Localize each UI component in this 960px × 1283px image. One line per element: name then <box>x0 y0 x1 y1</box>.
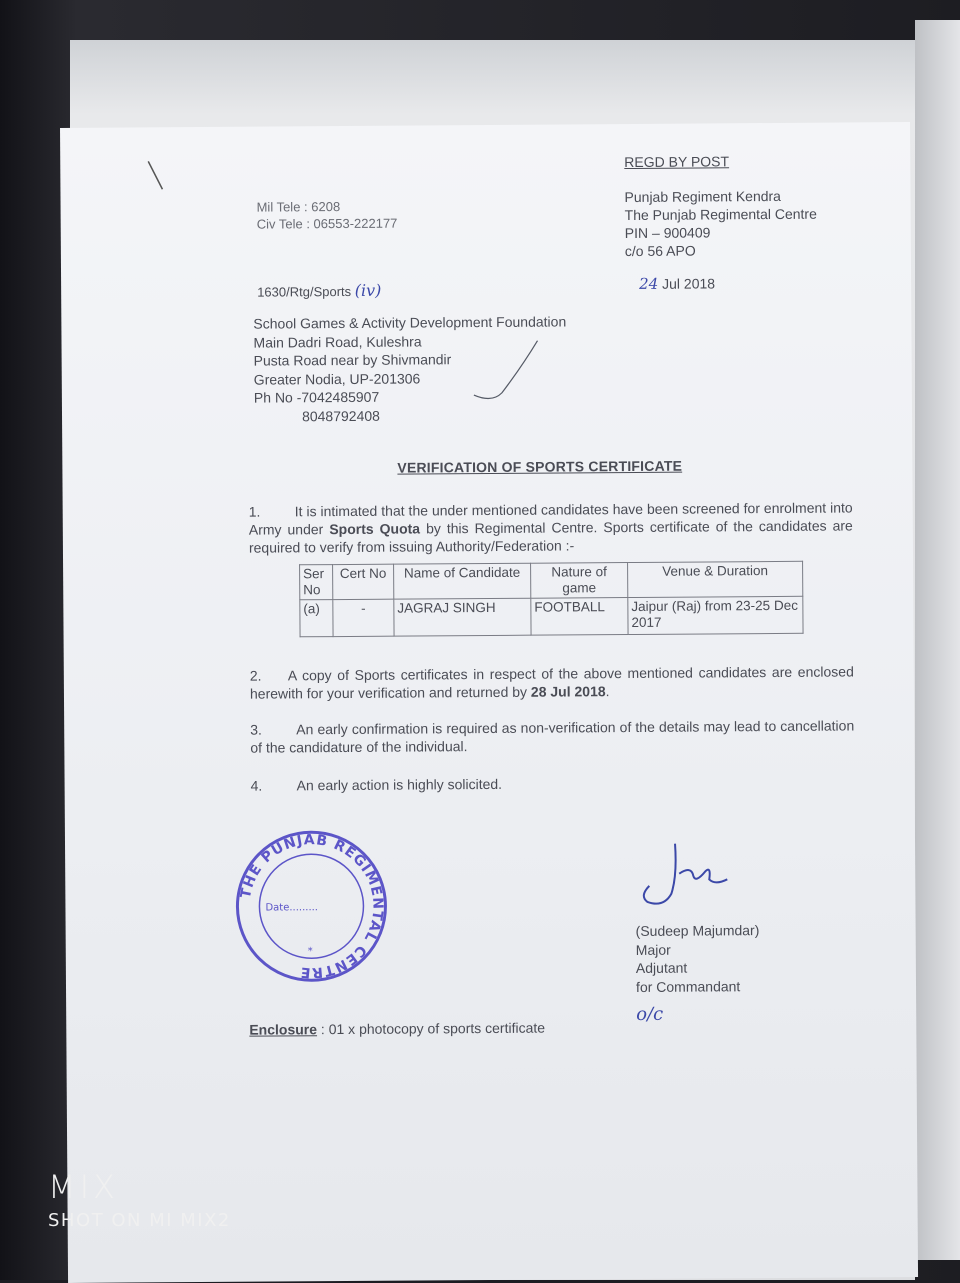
sender-address <box>624 187 817 260</box>
svg-text:Date.........: Date......... <box>265 902 319 914</box>
table-header: Nature of game <box>531 563 628 599</box>
signatory-rank: Major <box>635 941 671 958</box>
paragraph-text: . <box>605 683 610 700</box>
sender-address-line: Punjab Regiment Kendra <box>624 187 781 206</box>
camera-watermark <box>48 1168 231 1231</box>
table-cell: FOOTBALL <box>531 598 628 636</box>
paragraph-number: 2. <box>249 667 262 684</box>
paragraph-bold: 28 Jul 2018 <box>530 683 606 700</box>
table-cell: (a) <box>300 600 333 637</box>
svg-text:*: * <box>307 946 313 958</box>
paragraph-text: A copy of Sports certificates in respect of the above mentioned candidates are enclosed herewith for your verification and returned by <box>249 663 854 702</box>
paragraph-1 <box>249 498 853 556</box>
regimental-seal-stamp <box>231 826 392 987</box>
addressee-phone2: 8048792408 <box>301 407 380 424</box>
table-header: Name of Candidate <box>394 563 531 599</box>
mil-tele: Mil Tele : 6208 <box>256 199 341 215</box>
paragraph-text: It is intimated that the under mentioned candidates have been screened for enrolment into Army under <box>248 499 853 538</box>
sender-address-line: PIN – 900409 <box>624 224 711 242</box>
oc-handwritten: o/c <box>636 1003 664 1025</box>
signature-block <box>636 921 760 996</box>
addressee-line: Ph No -7042485907 <box>253 388 380 406</box>
watermark-caption: SHOT ON MI MIX2 <box>48 1210 231 1231</box>
table-cell: - <box>333 599 394 636</box>
paragraph-4 <box>251 772 855 794</box>
candidate-table <box>299 561 803 638</box>
civ-tele: Civ Tele : 06553-222177 <box>256 215 398 232</box>
table-cell: Jaipur (Raj) from 23-25 Dec 2017 <box>628 596 803 634</box>
date-day-handwritten: 24 <box>639 274 659 293</box>
svg-text:THE PUNJAB REGIMENTAL CENTRE: THE PUNJAB REGIMENTAL CENTRE <box>237 832 386 981</box>
paragraph-number: 4. <box>250 777 263 794</box>
paragraph-number: 1. <box>248 503 261 520</box>
paragraph-text: An early confirmation is required as non-verification of the details may lead to cancellation of the candidature of the individual. <box>250 717 855 756</box>
addressee-line: Pusta Road near by Shivmandir <box>253 351 452 369</box>
document-title: VERIFICATION OF SPORTS CERTIFICATE <box>397 457 683 476</box>
enclosure-text: : 01 x photocopy of sports certificate <box>316 1019 546 1038</box>
paragraph-text: by this Regimental Centre. Sports certificate of the candidates are required to verify from issuing Authority/Federation :- <box>248 517 853 556</box>
addressee-line: Greater Nodia, UP-201306 <box>253 369 421 388</box>
date-month-year: Jul 2018 <box>662 275 716 292</box>
letter-date <box>639 274 715 293</box>
signatory-name: (Sudeep Majumdar) <box>635 922 760 939</box>
addressee-line: Main Dadri Road, Kuleshra <box>253 332 422 351</box>
table-header: Ser No <box>300 565 333 600</box>
letter-document <box>60 122 918 1283</box>
table-header: Venue & Duration <box>628 561 803 597</box>
watermark-brand: MIX <box>48 1168 119 1206</box>
telephone-block <box>257 198 398 233</box>
paragraph-number: 3. <box>250 721 262 738</box>
handwritten-signature <box>635 835 746 916</box>
reference-printed: 1630/Rtg/Sports <box>257 283 352 300</box>
pen-tick-mark <box>471 337 541 407</box>
paragraph-3 <box>250 716 854 756</box>
table-header-row <box>300 561 803 600</box>
pen-mark-slash <box>144 159 174 199</box>
paragraph-bold: Sports Quota <box>329 520 421 538</box>
reference-number <box>257 281 381 301</box>
table-header: Cert No <box>333 564 394 599</box>
signatory-appointment: Adjutant <box>635 959 688 976</box>
enclosure-label: Enclosure <box>249 1021 318 1038</box>
table-row <box>300 596 803 637</box>
reference-handwritten: (iv) <box>354 280 382 300</box>
sender-address-line: c/o 56 APO <box>624 242 696 260</box>
table-cell: JAGRAJ SINGH <box>394 598 531 636</box>
adjacent-page-edge <box>915 20 960 1260</box>
enclosure-line <box>249 1020 545 1038</box>
sender-address-line: The Punjab Regimental Centre <box>624 205 817 224</box>
paragraph-text: An early action is highly solicited. <box>296 775 503 794</box>
paragraph-2 <box>250 662 854 702</box>
signatory-for: for Commandant <box>635 977 741 995</box>
addressee-line: School Games & Activity Development Foundation <box>253 313 567 332</box>
regd-by-post: REGD BY POST <box>624 153 730 171</box>
